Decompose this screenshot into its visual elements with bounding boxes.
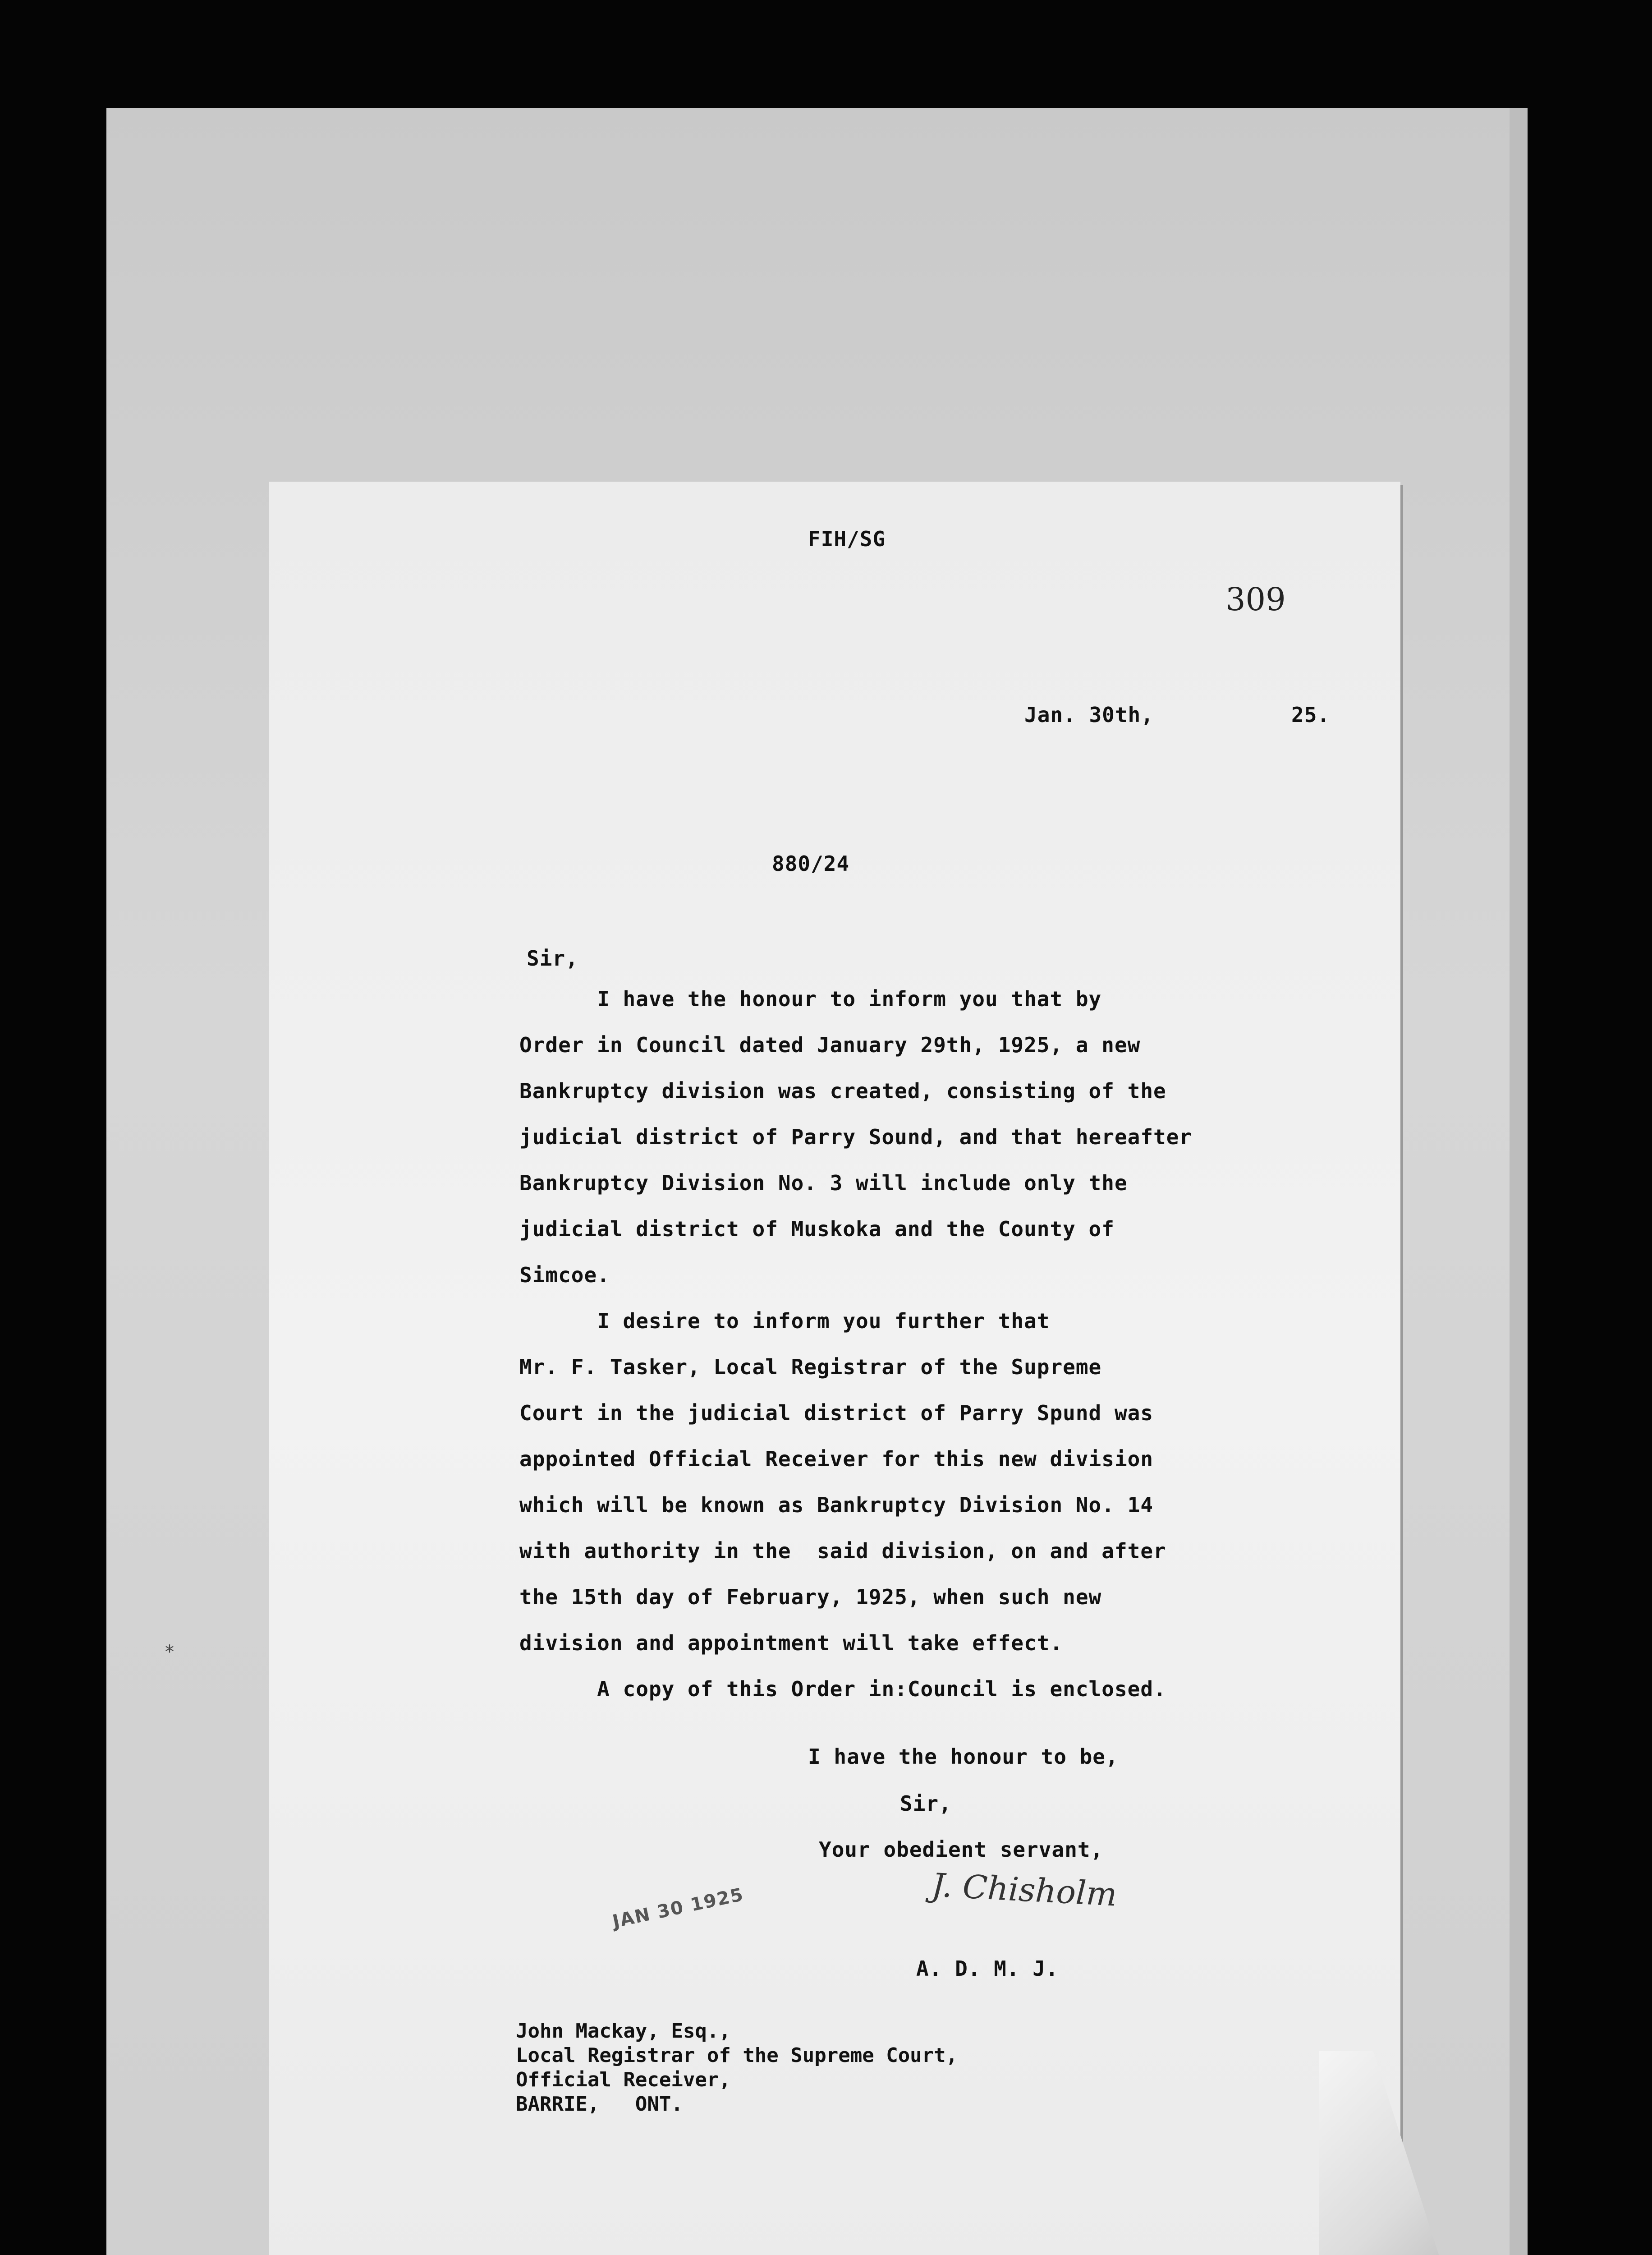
address-line: Official Receiver, <box>516 2068 731 2091</box>
body-line: with authority in the said division, on and after <box>519 1539 1166 1563</box>
body-line: Order in Council dated January 29th, 1925, a new <box>519 1033 1141 1057</box>
reference-initials: FIH/SG <box>808 527 886 551</box>
backing-sheet-edge <box>1510 108 1528 2255</box>
received-date-stamp: JAN 30 1925 <box>610 1884 746 1933</box>
body-line: appointed Official Receiver for this new division <box>519 1447 1154 1471</box>
body-line: Bankruptcy Division No. 3 will include only the <box>519 1171 1128 1195</box>
letter-page <box>269 482 1400 2255</box>
body-line: I have the honour to inform you that by <box>519 987 1102 1011</box>
address-line: John Mackay, Esq., <box>516 2020 731 2043</box>
margin-mark-small: * <box>165 1642 174 1662</box>
body-line: Bankruptcy division was created, consisting of the <box>519 1079 1166 1103</box>
letter-date-year: 25. <box>1291 703 1331 727</box>
body-line: judicial district of Parry Sound, and that hereafter <box>519 1125 1193 1149</box>
closing-line: Sir, <box>900 1791 952 1816</box>
file-number: 880/24 <box>772 851 850 876</box>
address-line: BARRIE, ONT. <box>516 2093 683 2116</box>
body-line: A copy of this Order in:Council is enclosed. <box>519 1677 1166 1701</box>
body-line: the 15th day of February, 1925, when such new <box>519 1585 1102 1609</box>
signer-title: A. D. M. J. <box>916 1956 1059 1981</box>
salutation: Sir, <box>527 946 578 971</box>
body-line: judicial district of Muskoka and the County of <box>519 1217 1115 1241</box>
body-line: I desire to inform you further that <box>519 1309 1050 1333</box>
body-line: Simcoe. <box>519 1263 610 1287</box>
body-line: Mr. F. Tasker, Local Registrar of the Supreme <box>519 1355 1102 1379</box>
closing-line: I have the honour to be, <box>808 1744 1119 1769</box>
signature: J. Chisholm <box>931 1866 1118 1914</box>
page-number: 309 <box>1225 581 1286 618</box>
body-line: which will be known as Bankruptcy Division No. 14 <box>519 1493 1154 1517</box>
body-line: Court in the judicial district of Parry Spund was <box>519 1401 1154 1425</box>
letter-date: Jan. 30th, <box>1024 703 1154 727</box>
address-line: Local Registrar of the Supreme Court, <box>516 2044 958 2067</box>
body-line: division and appointment will take effect. <box>519 1631 1063 1655</box>
closing-line: Your obedient servant, <box>819 1837 1104 1862</box>
